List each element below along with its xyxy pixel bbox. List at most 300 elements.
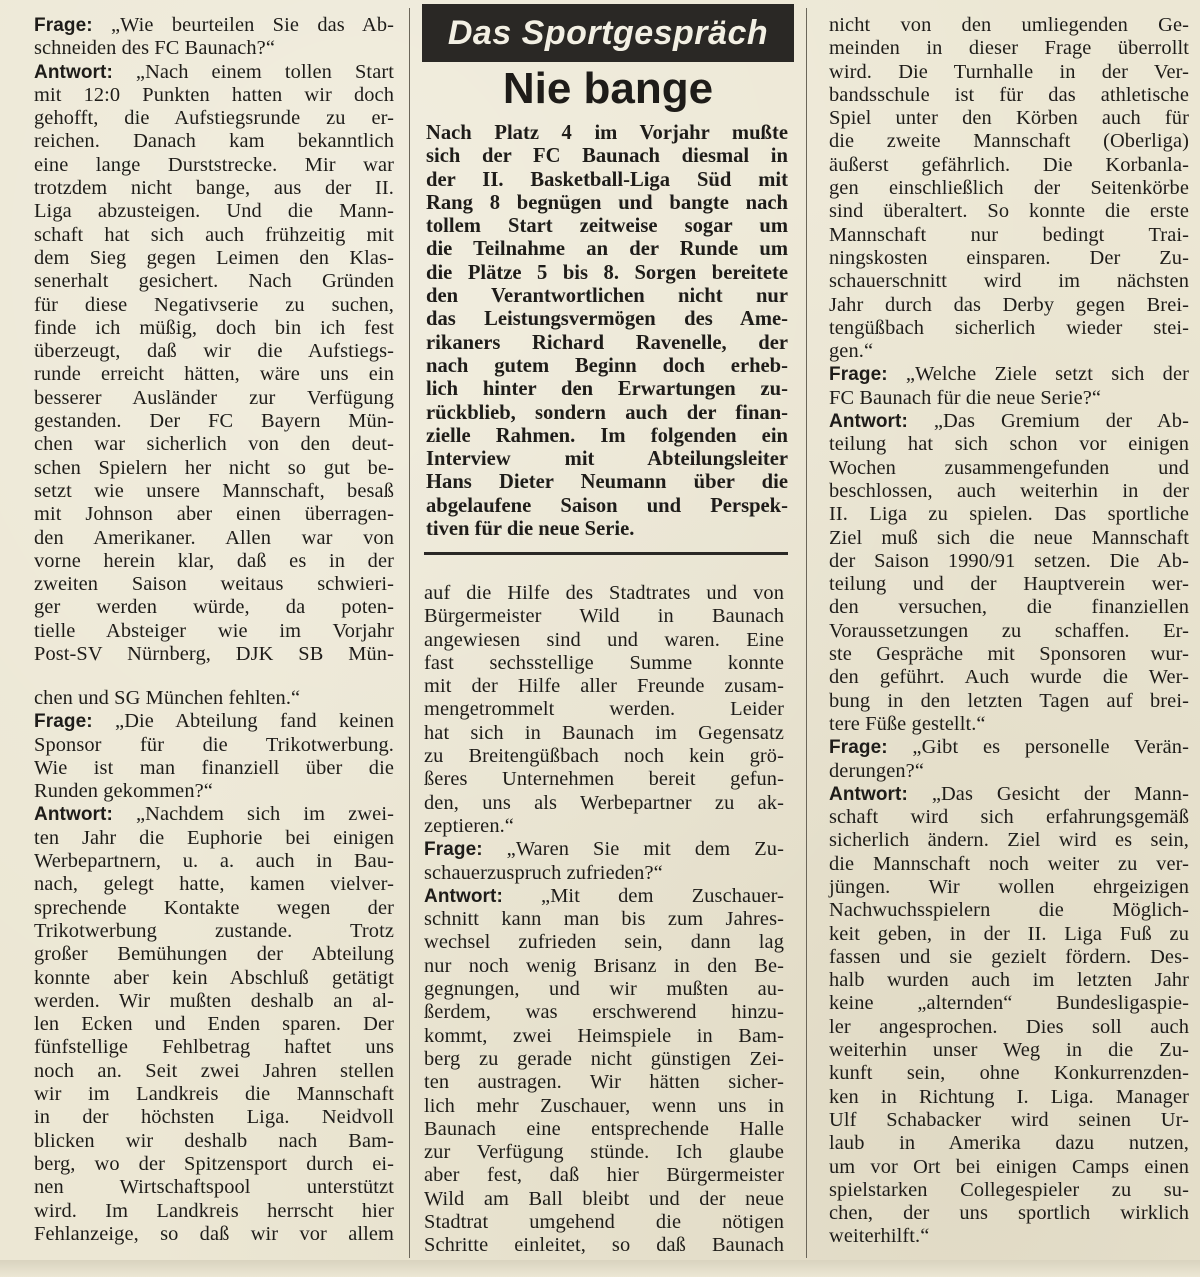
text-line <box>34 107 394 130</box>
text-line <box>34 480 394 503</box>
text-line <box>424 768 784 791</box>
question-label: Frage: <box>829 364 888 386</box>
line-text: „Mit dem Zuschauer- <box>502 884 784 907</box>
text-line <box>34 457 394 480</box>
text-line <box>34 1176 394 1199</box>
line-text: Runden gekommen?“ <box>34 780 213 803</box>
line-text: den, uns als Werbepartner zu ak- <box>424 791 784 814</box>
lead-line: zielle Rahmen. Im folgenden ein <box>426 424 788 447</box>
text-line <box>424 815 784 838</box>
text-line <box>34 410 394 433</box>
line-text: Sponsor für die Trikotwerbung. <box>34 733 394 756</box>
text-line <box>829 1109 1189 1132</box>
text-line <box>34 340 394 363</box>
text-line <box>424 1164 784 1187</box>
text-line <box>34 734 394 757</box>
line-text: chen und SG München fehlten.“ <box>34 687 301 709</box>
line-text: Baunach eine entsprechende Halle <box>424 1117 784 1140</box>
question-label: Frage: <box>424 839 483 861</box>
text-line <box>829 363 1189 386</box>
line-text: gen einschließlich der Seitenkörbe <box>829 177 1189 200</box>
text-line <box>424 1071 784 1094</box>
text-line <box>34 873 394 896</box>
text-line <box>424 1001 784 1024</box>
line-text: Wild am Ball bleibt und der neue <box>424 1187 784 1210</box>
text-line <box>34 1153 394 1176</box>
text-line <box>34 294 394 317</box>
line-text: „Welche Ziele setzt sich der <box>887 363 1189 386</box>
text-line <box>829 1132 1189 1155</box>
text-line <box>829 620 1189 643</box>
line-text: zweiten Saison weitaus schwieri- <box>34 573 394 596</box>
text-line <box>424 838 784 861</box>
text-line <box>34 573 394 596</box>
text-line <box>424 1025 784 1048</box>
text-line <box>424 1141 784 1164</box>
line-text: kunft sein, ohne Konkurrenzden- <box>829 1062 1189 1085</box>
lead-divider-rule <box>424 552 788 555</box>
text-line <box>829 690 1189 713</box>
line-text: reichen. Danach kam bekanntlich <box>34 130 394 153</box>
text-line <box>34 387 394 410</box>
line-text: aber fest, daß hier Bürgermeister <box>424 1164 784 1187</box>
text-line <box>829 270 1189 293</box>
line-text: den versuchen, die finanziellen <box>829 596 1189 619</box>
text-line <box>34 317 394 340</box>
text-line <box>424 792 784 815</box>
text-line <box>829 806 1189 829</box>
lead-line: rikaners Richard Ravenelle, der <box>426 331 788 354</box>
question-label: Frage: <box>829 737 888 759</box>
text-line <box>424 745 784 768</box>
line-text: nicht von den umliegenden Ge- <box>829 14 1189 36</box>
text-line <box>34 200 394 223</box>
text-line <box>829 84 1189 107</box>
line-text: den geführt. Auch wurde die Wer- <box>829 666 1189 689</box>
column-divider-right <box>806 8 807 1258</box>
text-line <box>34 1223 394 1246</box>
text-line <box>829 247 1189 270</box>
text-line <box>424 908 784 931</box>
line-text: ßerdem, was erschwerend hinzu- <box>424 1001 784 1024</box>
line-text: eine lange Durststrecke. Mir war <box>34 153 394 176</box>
text-line <box>829 317 1189 340</box>
text-line <box>829 340 1189 363</box>
line-text: „Wie beurteilen Sie das Ab- <box>92 14 394 36</box>
text-line <box>424 931 784 954</box>
line-text: dem Sieg gegen Leimen den Klas- <box>34 246 394 269</box>
line-text: sind überaltert. So konnte die erste <box>829 200 1189 223</box>
text-line <box>424 1048 784 1071</box>
line-text: jüngen. Wir wollen ehrgeizigen <box>829 875 1189 898</box>
line-text: fast sechsstellige Summe konnte <box>424 651 784 674</box>
line-text: gehofft, die Aufstiegsrunde zu er- <box>34 107 394 130</box>
line-text: großer Bemühungen der Abteilung <box>34 943 394 966</box>
text-line <box>34 827 394 850</box>
text-line <box>829 573 1189 596</box>
line-text: halb wurden auch im letzten Jahr <box>829 969 1189 992</box>
line-text: mengetrommelt werden. Leider <box>424 698 784 721</box>
lead-line: der II. Basketball-Liga Süd mit <box>426 168 788 191</box>
text-line <box>829 14 1189 37</box>
text-line <box>829 550 1189 573</box>
lead-line: lich hinter den Erwartungen zu- <box>426 378 788 401</box>
column-1-top <box>34 14 394 666</box>
line-text: die zweite Mannschaft (Oberliga) <box>829 130 1189 153</box>
line-text: sprechende Kontakte wegen der <box>34 896 394 919</box>
text-line <box>829 713 1189 736</box>
text-line <box>34 757 394 780</box>
text-line <box>829 596 1189 619</box>
line-text: laub in Amerika dazu nutzen, <box>829 1132 1189 1155</box>
text-line <box>829 37 1189 60</box>
line-text: für diese Negativserie zu suchen, <box>34 293 394 316</box>
text-line <box>34 1130 394 1153</box>
line-text: weiterhilft.“ <box>829 1225 930 1248</box>
lead-line: rückblieb, sondern auch der finan- <box>426 401 788 424</box>
line-text: ste Gespräche mit Sponsoren wur- <box>829 643 1189 666</box>
text-line <box>34 224 394 247</box>
line-text: zu Breitengüßbach noch kein grö- <box>424 745 784 768</box>
line-text: wir im Landkreis die Mannschaft <box>34 1083 394 1106</box>
line-text: Spiel unter den Körben auch für <box>829 107 1189 130</box>
text-line <box>829 853 1189 876</box>
line-text: Wie ist man finanziell über die <box>34 756 394 779</box>
text-line <box>424 582 784 605</box>
text-line <box>424 722 784 745</box>
text-line <box>424 652 784 675</box>
text-line <box>34 1083 394 1106</box>
line-text: meinden in dieser Frage überrollt <box>829 37 1189 60</box>
text-line <box>829 666 1189 689</box>
text-line <box>34 84 394 107</box>
line-text: gestanden. Der FC Bayern Mün- <box>34 410 394 433</box>
text-line <box>829 1179 1189 1202</box>
line-text: schen Spielern her nicht so gut be- <box>34 456 394 479</box>
line-text: um vor Ort bei einigen Camps einen <box>829 1155 1189 1178</box>
lead-line: Hans Dieter Neumann über die <box>426 471 788 494</box>
line-text: der Saison 1990/91 setzen. Die Ab- <box>829 549 1189 572</box>
text-line <box>34 710 394 733</box>
column-2-bottom <box>424 582 784 1258</box>
rubric-banner <box>422 4 794 62</box>
line-text: blicken wir deshalb nach Bam- <box>34 1129 394 1152</box>
text-line <box>829 480 1189 503</box>
text-line <box>424 1211 784 1234</box>
lead-line: Nach Platz 4 im Vorjahr mußte <box>426 122 788 144</box>
text-line <box>34 780 394 803</box>
line-text: schaft wird sich erfahrungsgemäß <box>829 806 1189 829</box>
text-line <box>829 899 1189 922</box>
text-line <box>424 955 784 978</box>
text-line <box>829 457 1189 480</box>
text-line <box>829 130 1189 153</box>
question-label: Frage: <box>34 711 93 733</box>
line-text: Mannschaft nur bedingt Trai- <box>829 223 1189 246</box>
text-line <box>34 643 394 666</box>
line-text: „Das Gremium der Ab- <box>907 410 1189 433</box>
text-line <box>34 270 394 293</box>
line-text: wird. Im Landkreis herrscht hier <box>34 1199 394 1222</box>
text-line <box>829 946 1189 969</box>
line-text: bandsschule ist für das athletische <box>829 83 1189 106</box>
text-line <box>424 698 784 721</box>
line-text: tielle Absteiger wie im Vorjahr <box>34 619 394 642</box>
text-line <box>34 1013 394 1036</box>
line-text: schauerzuspruch zufrieden?“ <box>424 861 663 884</box>
column-1-bottom <box>34 687 394 1246</box>
lead-line: den Verantwortlichen nicht nur <box>426 285 788 308</box>
text-line <box>34 550 394 573</box>
text-line <box>34 1036 394 1059</box>
line-text: hat sich in Baunach im Gegensatz <box>424 721 784 744</box>
text-line <box>829 433 1189 456</box>
line-text: derungen?“ <box>829 759 924 782</box>
lead-line: Interview mit Abteilungsleiter <box>426 448 788 471</box>
line-text: FC Baunach für die neue Serie?“ <box>829 386 1102 409</box>
line-text: Schritte einleitet, so daß Baunach <box>424 1234 784 1257</box>
line-text: ten austragen. Wir hätten sicher- <box>424 1071 784 1094</box>
text-line <box>829 736 1189 759</box>
line-text: „Die Abteilung fand keinen <box>92 710 394 733</box>
line-text: auf die Hilfe des Stadtrates und von <box>424 582 784 604</box>
answer-label: Antwort: <box>424 885 503 907</box>
line-text: Werbepartnern, u. a. auch in Bau- <box>34 850 394 873</box>
lead-line: tollem Start zeitweise sogar um <box>426 215 788 238</box>
text-line <box>34 37 394 60</box>
text-line <box>34 503 394 526</box>
line-text: Trikotwerbung zustande. Trotz <box>34 919 394 942</box>
text-line <box>829 829 1189 852</box>
text-line <box>829 61 1189 84</box>
line-text: II. Liga zu spielen. Das sportliche <box>829 503 1189 526</box>
text-line <box>424 1234 784 1257</box>
line-text: gegnungen, und wir mußten au- <box>424 978 784 1001</box>
lead-line: die Plätze 5 bis 8. Sorgen bereitete <box>426 261 788 284</box>
line-text: ningskosten einsparen. Der Zu- <box>829 246 1189 269</box>
line-text: runde erreicht hätten, wäre uns ein <box>34 363 394 386</box>
lead-line: Rang 8 begnügen und bangte nach <box>426 191 788 214</box>
answer-label: Antwort: <box>34 61 113 83</box>
line-text: „Nach einem tollen Start <box>112 60 394 83</box>
lead-paragraph <box>426 122 788 541</box>
line-text: wird. Die Turnhalle in der Ver- <box>829 60 1189 83</box>
text-line <box>829 294 1189 317</box>
line-text: kommt, zwei Heimspiele in Bam- <box>424 1024 784 1047</box>
line-text: lich mehr Zuschauer, wenn uns in <box>424 1094 784 1117</box>
line-text: ger werden würde, da poten- <box>34 596 394 619</box>
line-text: teilung und der Hauptverein wer- <box>829 573 1189 596</box>
text-line <box>34 154 394 177</box>
line-text: sicherlich ändern. Ziel wird es sein, <box>829 829 1189 852</box>
text-line <box>424 1095 784 1118</box>
line-text: spielstarken Collegespieler zu su- <box>829 1178 1189 1201</box>
text-line <box>829 527 1189 550</box>
line-text: vorne herein klar, daß es in der <box>34 549 394 572</box>
line-text: den Amerikaner. Allen war von <box>34 526 394 549</box>
text-line <box>34 943 394 966</box>
line-text: angewiesen sind und waren. Eine <box>424 628 784 651</box>
line-text: Stadtrat umgehend die nötigen <box>424 1211 784 1234</box>
column-divider-left <box>409 8 410 1258</box>
text-line <box>34 687 394 710</box>
text-line <box>829 992 1189 1015</box>
line-text: chen war sicherlich von den deut- <box>34 433 394 456</box>
headline: Nie bange <box>502 64 714 113</box>
text-line <box>829 1225 1189 1248</box>
line-text: werden. Wir mußten deshalb an al- <box>34 989 394 1012</box>
text-line <box>34 1200 394 1223</box>
line-text: keine „alternden“ Bundesligaspie- <box>829 992 1189 1015</box>
lead-line: tiven für die neue Serie. <box>426 518 635 541</box>
line-text: „Gibt es personelle Verän- <box>887 736 1189 759</box>
line-text: tengüßbach sicherlich wieder stei- <box>829 316 1189 339</box>
text-line <box>34 61 394 84</box>
text-line <box>34 1060 394 1083</box>
text-line <box>829 1086 1189 1109</box>
line-text: „Waren Sie mit dem Zu- <box>482 838 784 861</box>
text-line <box>829 1016 1189 1039</box>
line-text: nen Wirtschaftspool unterstützt <box>34 1176 394 1199</box>
line-text: ler angesprochen. Dies soll auch <box>829 1015 1189 1038</box>
text-line <box>34 363 394 386</box>
text-line <box>829 1202 1189 1225</box>
answer-label: Antwort: <box>829 411 908 433</box>
text-line <box>424 675 784 698</box>
line-text: noch an. Seit zwei Jahren stellen <box>34 1059 394 1082</box>
text-line <box>34 14 394 37</box>
line-text: ten Jahr die Euphorie bei einigen <box>34 826 394 849</box>
text-line <box>424 1118 784 1141</box>
text-line <box>424 885 784 908</box>
rubric-title: Das Sportgespräch <box>447 13 769 52</box>
text-line <box>829 154 1189 177</box>
line-text: schnitt kann man bis zum Jahres- <box>424 908 784 931</box>
text-line <box>34 620 394 643</box>
line-text: beschlossen, auch weiterhin in der <box>829 479 1189 502</box>
text-line <box>829 224 1189 247</box>
answer-label: Antwort: <box>34 804 113 826</box>
line-text: mit Johnson aber einen überragen- <box>34 503 394 526</box>
column-3 <box>829 14 1189 1249</box>
text-line <box>829 1156 1189 1179</box>
line-text: Jahr durch das Derby gegen Brei- <box>829 293 1189 316</box>
line-text: schneiden des FC Baunach?“ <box>34 37 275 60</box>
text-line <box>829 503 1189 526</box>
lead-line: die Teilnahme an der Runde um <box>426 238 788 261</box>
page-bottom-edge <box>0 1260 1200 1277</box>
line-text: zeptieren.“ <box>424 814 514 837</box>
line-text: ken in Richtung I. Liga. Manager <box>829 1085 1189 1108</box>
line-text: fünfstellige Fehlbetrag haftet uns <box>34 1036 394 1059</box>
text-line <box>34 247 394 270</box>
line-text: finde ich müßig, doch bin ich fest <box>34 316 394 339</box>
text-line <box>829 969 1189 992</box>
text-line <box>34 990 394 1013</box>
line-text: mit 12:0 Punkten hatten wir doch <box>34 83 394 106</box>
question-label: Frage: <box>34 15 93 36</box>
line-text: Ulf Schabacker wird seinen Ur- <box>829 1108 1189 1131</box>
line-text: gen.“ <box>829 340 874 363</box>
text-line <box>829 387 1189 410</box>
line-text: konnte aber kein Abschluß getätigt <box>34 966 394 989</box>
line-text: „Das Gesicht der Mann- <box>907 782 1189 805</box>
lead-line: das Leistungsvermögen des Ame- <box>426 308 788 331</box>
text-line <box>829 200 1189 223</box>
text-line <box>829 643 1189 666</box>
text-line <box>829 177 1189 200</box>
line-text: schauerschnitt wird im nächsten <box>829 270 1189 293</box>
text-line <box>34 803 394 826</box>
text-line <box>34 177 394 200</box>
line-text: Fehlanzeige, so daß wir vor allem <box>34 1222 394 1245</box>
text-line <box>34 967 394 990</box>
line-text: keit geben, in der II. Liga Fuß zu <box>829 922 1189 945</box>
text-line <box>34 897 394 920</box>
line-text: äußerst gefährlich. Die Korbanla- <box>829 153 1189 176</box>
line-text: Ziel muß sich die neue Mannschaft <box>829 526 1189 549</box>
line-text: berg zu gerade nicht günstigen Zei- <box>424 1047 784 1070</box>
text-line <box>829 923 1189 946</box>
text-line <box>424 1188 784 1211</box>
text-line <box>34 596 394 619</box>
text-line <box>829 1062 1189 1085</box>
line-text: trotzdem nicht bange, aus der II. <box>34 177 394 200</box>
text-line <box>34 1106 394 1129</box>
line-text: ßeres Unternehmen bereit gefun- <box>424 768 784 791</box>
line-text: besserer Ausländer zur Verfügung <box>34 386 394 409</box>
line-text: bung in den letzten Tagen auf brei- <box>829 689 1189 712</box>
line-text: nach, gelegt hatte, kamen vielver- <box>34 873 394 896</box>
line-text: berg, wo der Spitzensport durch ei- <box>34 1152 394 1175</box>
answer-label: Antwort: <box>829 783 908 805</box>
text-line <box>34 433 394 456</box>
lead-line: abgelaufene Saison und Perspek- <box>426 494 788 517</box>
text-line <box>424 605 784 628</box>
line-text: tere Füße gestellt.“ <box>829 712 986 735</box>
text-line <box>424 629 784 652</box>
line-text: weiterhin unser Weg in die Zu- <box>829 1039 1189 1062</box>
line-text: in der höchsten Liga. Neidvoll <box>34 1106 394 1129</box>
text-line <box>34 130 394 153</box>
text-line <box>424 978 784 1001</box>
line-text: Liga abzusteigen. Und die Mann- <box>34 200 394 223</box>
line-text: teilung hat sich schon vor einigen <box>829 433 1189 456</box>
text-line <box>424 862 784 885</box>
line-text: fassen und sie gezielt fördern. Des- <box>829 945 1189 968</box>
line-text: chen, der uns sportlich wirklich <box>829 1202 1189 1225</box>
text-line <box>34 920 394 943</box>
lead-line: sich der FC Baunach diesmal in <box>426 145 788 168</box>
text-line <box>34 850 394 873</box>
line-text: schaft hat sich auch frühzeitig mit <box>34 223 394 246</box>
text-line <box>829 1039 1189 1062</box>
line-text: mit der Hilfe aller Freunde zusam- <box>424 675 784 698</box>
line-text: Bürgermeister Wild in Baunach <box>424 605 784 628</box>
line-text: Post-SV Nürnberg, DJK SB Mün- <box>34 643 394 666</box>
text-line <box>829 876 1189 899</box>
line-text: zur Verfügung stünde. Ich glaube <box>424 1141 784 1164</box>
line-text: Wochen zusammengefunden und <box>829 456 1189 479</box>
line-text: wechsel zufrieden sein, dann lag <box>424 931 784 954</box>
line-text: Voraussetzungen zu schaffen. Er- <box>829 619 1189 642</box>
lead-line: nach gutem Beginn doch erheb- <box>426 354 788 377</box>
line-text: senerhalt gesichert. Nach Gründen <box>34 270 394 293</box>
text-line <box>829 410 1189 433</box>
text-line <box>34 527 394 550</box>
line-text: setzt wie unsere Mannschaft, besaß <box>34 479 394 502</box>
line-text: „Nachdem sich im zwei- <box>112 803 394 826</box>
